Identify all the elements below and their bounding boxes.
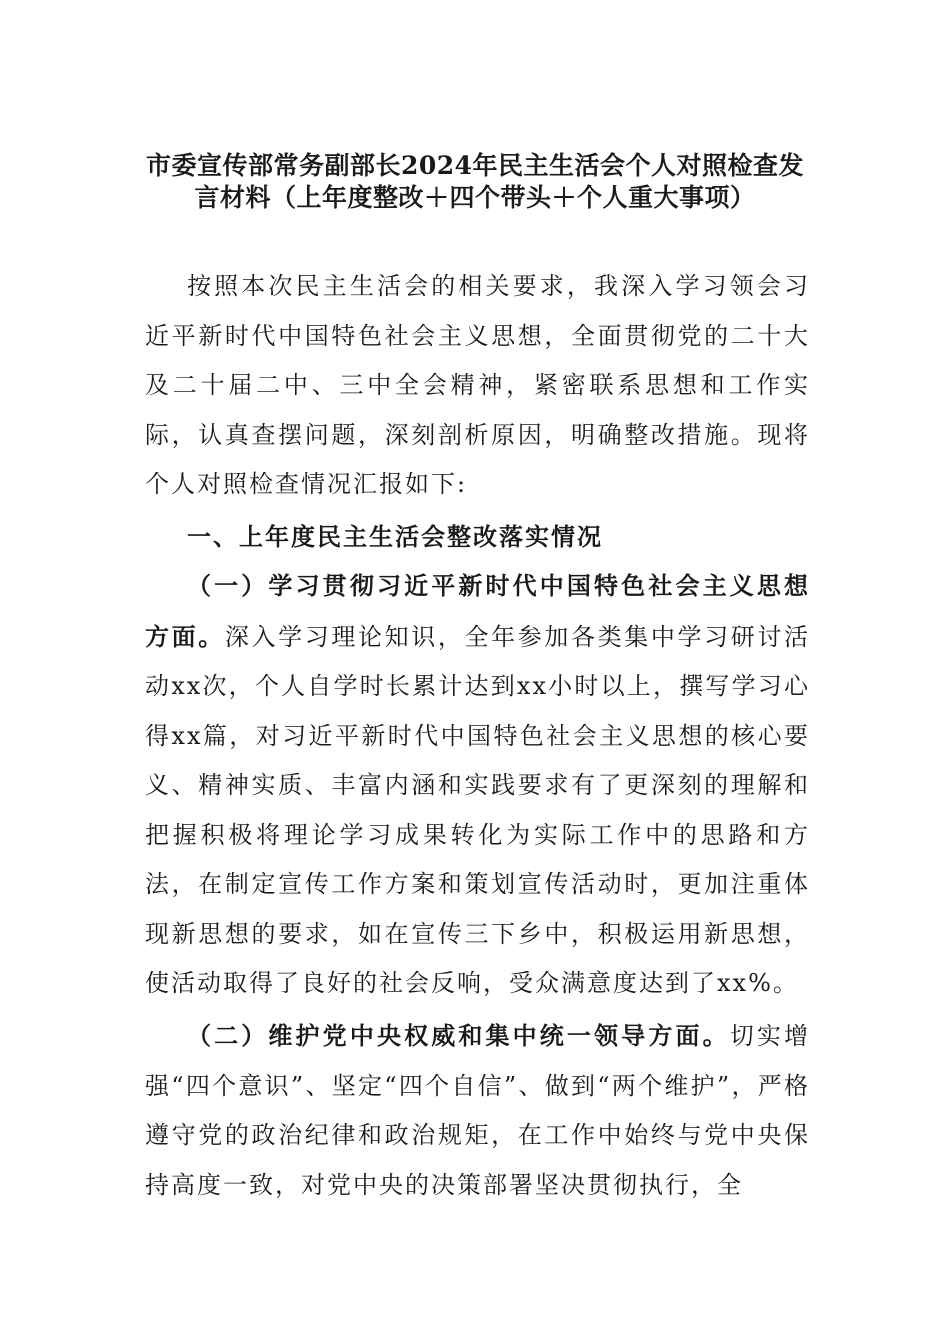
subsection-2-paragraph	[145, 1011, 810, 1210]
intro-paragraph: 按照本次民主生活会的相关要求，我深入学习领会习近平新时代中国特色社会主义思想，全面贯彻党的二十大及二十届二中、三中全会精神，紧密联系思想和工作实际，认真查摆问题，深刻剖析原因，明确整改措施。现将个人对照检查情况汇报如下:	[145, 272, 810, 498]
subsection-1-paragraph	[145, 561, 810, 1009]
subsection-2-body: 切实增强“四个意识”、坚定“四个自信”、做到“两个维护”，严格遵守党的政治纪律和政治规矩，在工作中始终与党中央保持高度一致，对党中央的决策部署坚决贯彻执行，全	[145, 1022, 811, 1199]
section-heading-1: 一、上年度民主生活会整改落实情况	[187, 522, 603, 551]
document-title-line-2: 言材料（上年度整改＋四个带头＋个人重大事项）	[194, 183, 756, 212]
document-title-line-1: 市委宣传部常务副部长2024年民主生活会个人对照检查发	[145, 151, 805, 180]
subsection-1-heading: （一）学习贯彻习近平新时代中国特色社会主义思想方面。	[145, 571, 810, 651]
subsection-1-body: 深入学习理论知识，全年参加各类集中学习研讨活动xx次，个人自学时长累计达到xx小时以上，撰写学习心得xx篇，对习近平新时代中国特色社会主义思想的核心要义、精神实质、丰富内涵和实践要求有了更深刻的理解和把握积极将理论学习成果转化为实际工作中的思路和方法，在制定宣传工作方案和策划宣传活动时，更加注重体现新思想的要求，如在宣传三下乡中，积极运用新思想，使活动取得了良好的社会反响，受众满意度达到了xx%。	[145, 622, 810, 997]
subsection-2-heading: （二）维护党中央权威和集中统一领导方面。	[187, 1021, 730, 1050]
